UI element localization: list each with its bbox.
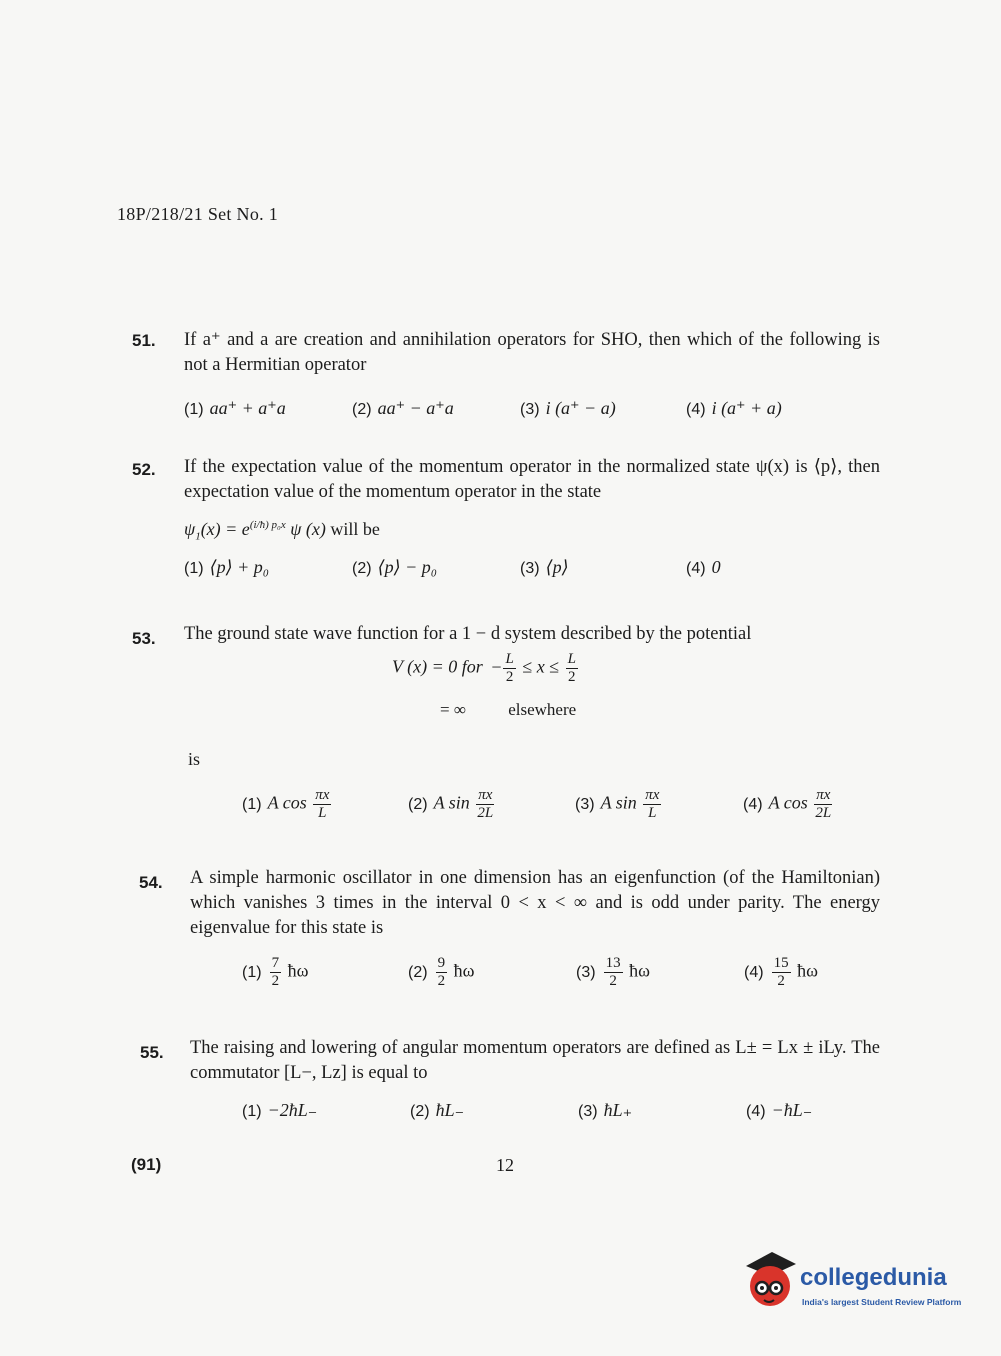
- potential-equation: V (x) = 0 for − $\frac{L}{2}$ ≤ x ≤ $\frac{L}{2}$: [392, 651, 576, 685]
- option-2: (2) $\frac{9}{2}$ ħω: [408, 955, 475, 989]
- logo-tagline: India's largest Student Review Platform: [802, 1297, 962, 1307]
- question-number: 51.: [132, 331, 156, 350]
- question-number: 55.: [140, 1043, 164, 1062]
- question-text: If the expectation value of the momentum operator in the normalized state ψ(x) is ⟨p⟩, then expectation value of the momentum operator in the state: [184, 457, 880, 502]
- question-55: [132, 1036, 880, 1086]
- option-2: (2) aa⁺ − a⁺a: [352, 398, 454, 418]
- option-2: (2) ⟨p⟩ − p₀: [352, 557, 438, 577]
- options: [184, 555, 880, 599]
- question-52: [132, 455, 880, 599]
- option-4: (4) 0: [686, 557, 721, 577]
- question-54-options: [242, 956, 922, 1000]
- option-1: (1) A cos $\frac{\pi x}{L}$: [242, 787, 330, 821]
- option-3: (3) $\frac{13}{2}$ ħω: [576, 955, 650, 989]
- question-54: [132, 866, 880, 941]
- option-4: (4) i (a⁺ + a): [686, 398, 782, 418]
- question-55-options: [242, 1100, 922, 1144]
- collegedunia-logo: [742, 1248, 972, 1318]
- footer-code: (91): [131, 1155, 162, 1174]
- option-4: (4) $\frac{15}{2}$ ħω: [744, 955, 818, 989]
- option-1: (1) ⟨p⟩ + p₀: [184, 557, 270, 577]
- question-text: A simple harmonic oscillator in one dimension has an eigenfunction (of the Hamiltonian) which vanishes 3 times in the interval 0 < x < ∞ and is odd under parity. The energy eigenvalue for this state is: [190, 868, 880, 938]
- is-word: is: [188, 749, 201, 769]
- potential-elsewhere: = ∞ elsewhere: [440, 700, 577, 719]
- question-text: If a⁺ and a are creation and annihilation operators for SHO, then which of the following is not a Hermitian operator: [184, 330, 880, 375]
- mascot-icon: [742, 1248, 798, 1312]
- paper-code-header: 18P/218/21 Set No. 1: [117, 204, 279, 224]
- option-1: (1) $\frac{7}{2}$ ħω: [242, 955, 309, 989]
- question-51: [132, 328, 880, 440]
- psi1-expression: $\psi_1(x) = e^{(i/ħ) p_0x}$ ψ (x): [184, 519, 326, 543]
- option-2: (2) ħL₋: [410, 1100, 465, 1120]
- option-4: (4) −ħL₋: [746, 1100, 813, 1120]
- question-text: The raising and lowering of angular momentum operators are defined as L± = Lx ± iLy. The commutator [L−, Lz] is equal to: [190, 1038, 880, 1083]
- option-3: (3) A sin $\frac{\pi x}{L}$: [575, 787, 660, 821]
- option-4: (4) A cos $\frac{\pi x}{2L}$: [743, 787, 832, 821]
- option-3: (3) ħL₊: [578, 1100, 633, 1120]
- question-text: The ground state wave function for a 1 − d system described by the potential: [184, 624, 752, 644]
- state-expression: $\psi_1(x) = e^{(i/ħ) p_0x}$ ψ (x) will be: [184, 519, 380, 543]
- options: [184, 396, 880, 440]
- logo-wordmark: collegedunia: [800, 1264, 947, 1291]
- option-3: (3) i (a⁺ − a): [520, 398, 616, 418]
- question-53: [132, 622, 880, 647]
- question-number: 52.: [132, 460, 156, 479]
- option-2: (2) A sin $\frac{\pi x}{2L}$: [408, 787, 494, 821]
- option-1: (1) −2ħL₋: [242, 1100, 318, 1120]
- question-number: 53.: [132, 629, 156, 648]
- option-3: (3) ⟨p⟩: [520, 557, 569, 577]
- question-53-options: [242, 788, 922, 832]
- page-number: 12: [496, 1155, 514, 1175]
- question-number: 54.: [139, 873, 163, 892]
- option-1: (1) aa⁺ + a⁺a: [184, 398, 286, 418]
